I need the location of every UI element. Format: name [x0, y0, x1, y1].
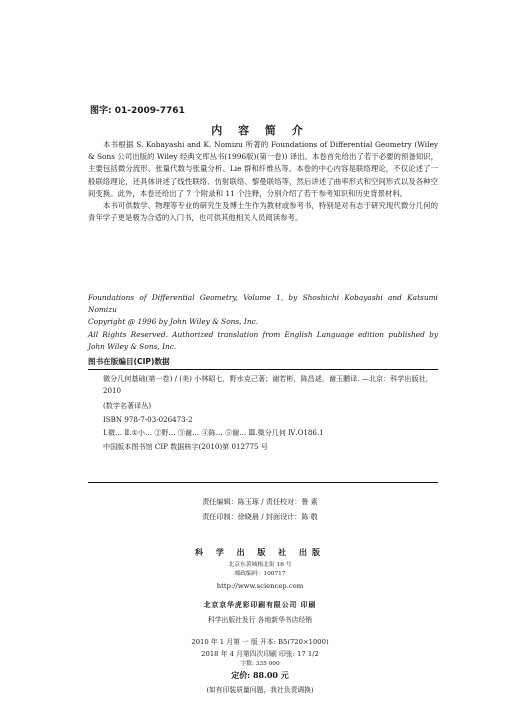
publisher-address: 北京东黄城根北街 16 号 [228, 562, 292, 568]
edition-line: 2010 年 1 月第 一 版 开本: B5(720×1000) [191, 638, 329, 646]
word-count: 字数: 335 000 [240, 661, 280, 667]
cip-line: Ⅰ.微… Ⅱ.①小… ②野… ③谢… ④陈… ⑤谢… Ⅲ.微分几何 Ⅳ.O186.1 [103, 428, 324, 437]
cip-top-rule [88, 369, 438, 370]
english-line: Copyright @ 1996 by John Wiley & Sons, Inc. [88, 317, 259, 327]
cip-block [103, 373, 433, 453]
publisher-name: 科 学 出 版 社 出版 [195, 547, 325, 557]
english-line: Foundations of Differential Geometry, Volume 1, by Shoshichi Kobayashi and Katsumi Nomizu [88, 293, 438, 315]
printer: 北京京华虎彩印刷有限公司 印刷 [203, 601, 317, 609]
publisher-postcode: 邮政编码：100717 [234, 571, 286, 577]
distribution: 科学出版社发行 各地新华书店经销 [207, 616, 313, 624]
intro-paragraph: 本书根据 S. Kobayashi and K. Nomizu 所著的 Foundations of Differential Geometry (Wiley & Sons 公司出版的 Wiley 经典文库丛书(1996版)(第一卷)) 译出。本卷首先给出了若干必要的预备知识，主要包括微分流形、张量代数与张量分析、Lie 群和纤维丛等。本卷的中心内容是联络理论，不仅论述了一般联络理论，还具体讲述了线性联络、仿射联络、黎曼联络等，然后讲述了曲率形式和空间形式以及各种空间变换。此外，本卷还给出了 7 个附录和 11 个注释，分别介绍了若干参考知识和历史背景材料。 [88, 140, 438, 198]
english-line: All Rights Reserved. Authorized translation from English Language edition published by John Wiley & Sons, Inc. [88, 329, 438, 351]
cip-bottom-rule [88, 482, 438, 483]
edition-line: 2018 年 4 月第四次印刷 印张: 17 1/2 [201, 650, 319, 658]
cip-line: 微分几何基础(第一卷) / (美) 小林昭七，野水克己著；谢若彬，陈昌逑，谢玉鹏译. —北京：科学出版社，2010 [103, 374, 433, 395]
staff-line: 责任印制：徐晓晨 / 封面设计：陈 敬 [202, 512, 318, 521]
cip-heading: 图书在版编目(CIP)数据 [88, 357, 170, 366]
cip-line: (数学名著译丛) [103, 401, 152, 410]
intro-paragraph: 本书可供数学、物理等专业的研究生及博士生作为教材或参考书，特别是对有志于研究现代微分几何的青年学子更是极为合适的入门书，也可供其他相关人员阅读参考。 [88, 201, 438, 223]
cip-line: ISBN 978-7-03-026473-2 [103, 414, 193, 424]
copyright-register-number: 图字: 01-2009-7761 [90, 106, 185, 116]
staff-line: 责任编辑：陈玉琢 / 责任校对：鲁 素 [202, 497, 318, 506]
section-title: 内 容 简 介 [211, 124, 309, 137]
intro-text [88, 139, 438, 224]
cip-line: 中国版本图书馆 CIP 数据核字(2010)第 012775 号 [103, 441, 268, 451]
quality-notice: (如有印装质量问题，我社负责调换) [206, 686, 314, 694]
publisher-url: http://www.sciencep.com [216, 582, 304, 590]
price: 定价: 88.00 元 [231, 670, 289, 680]
english-copyright-block [88, 292, 438, 353]
